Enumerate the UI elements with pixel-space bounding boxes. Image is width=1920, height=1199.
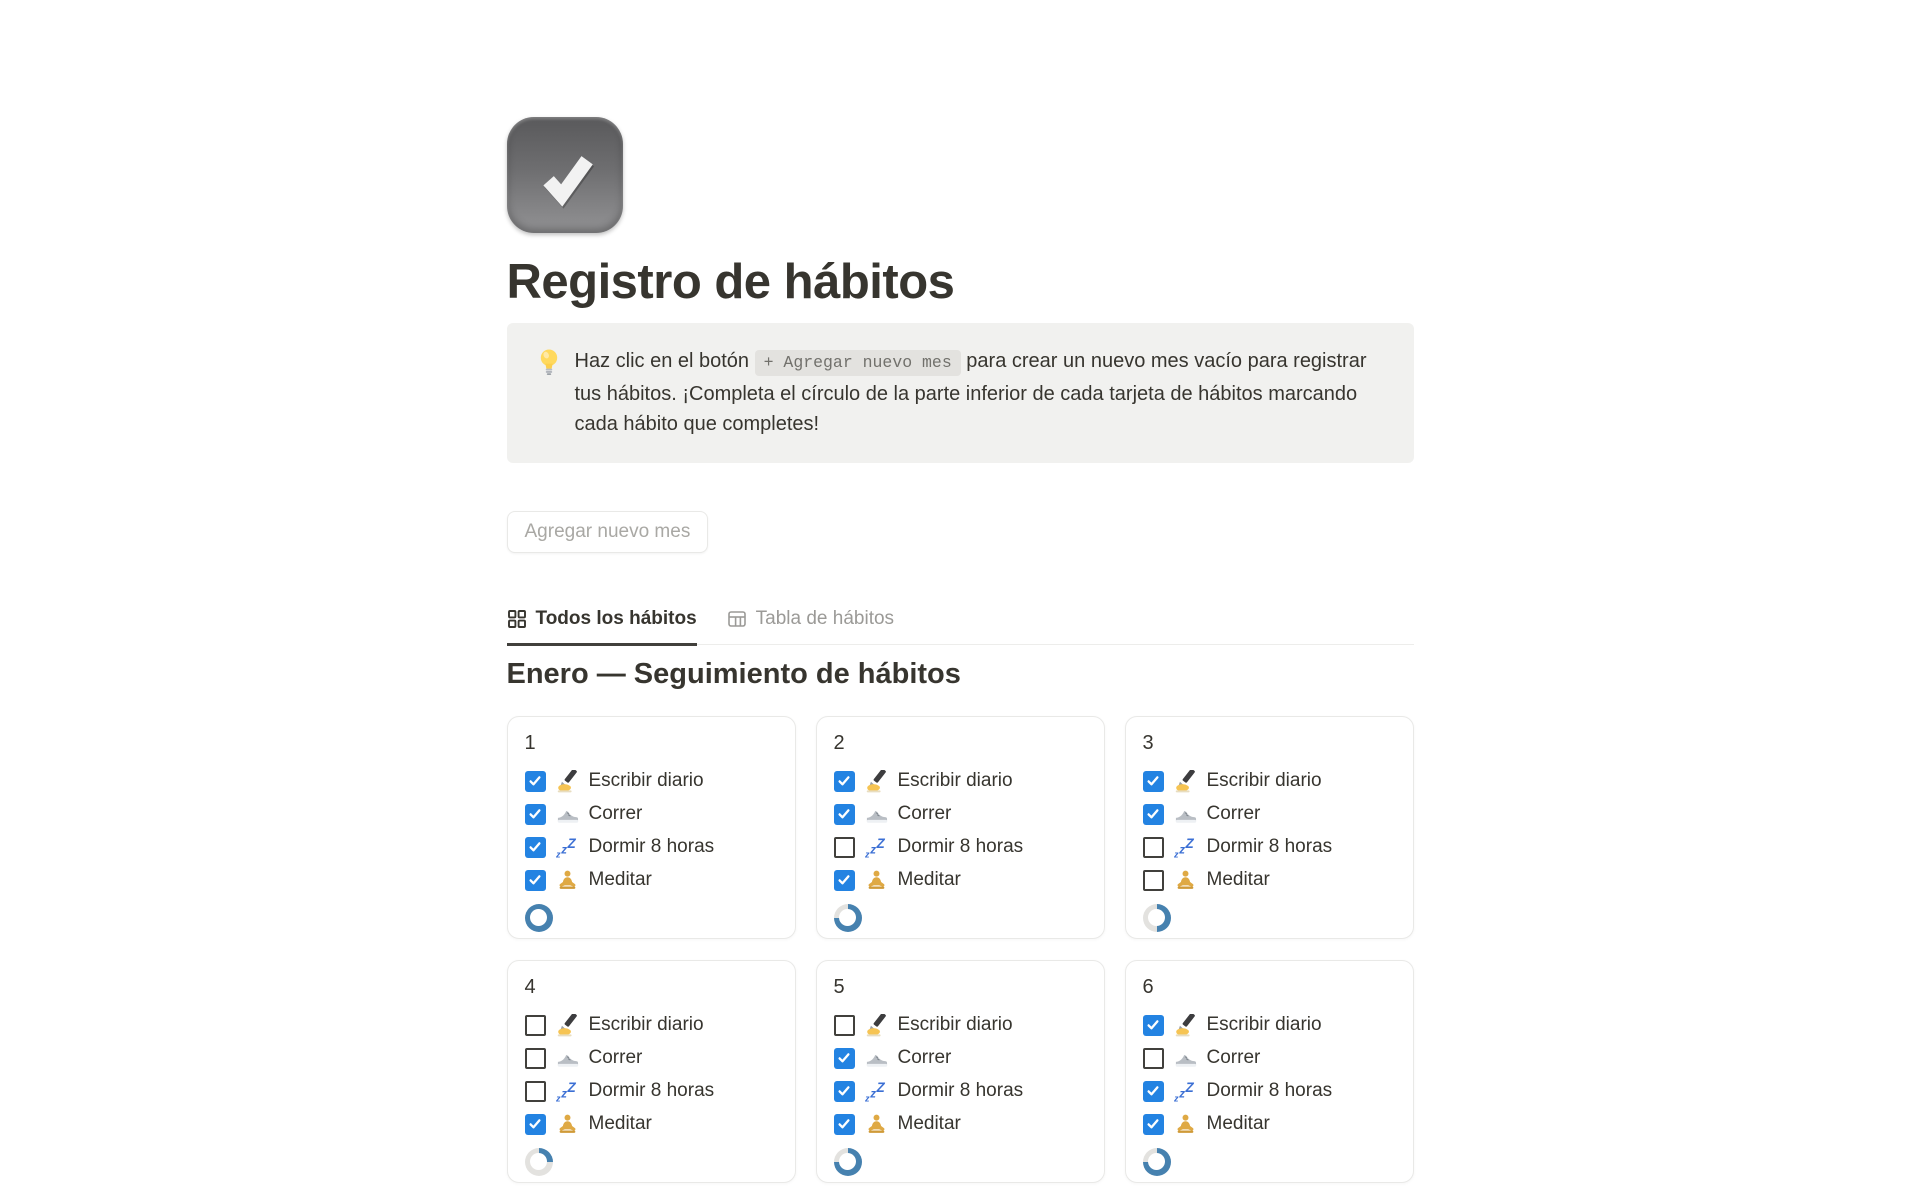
habit-label: Correr xyxy=(897,803,952,824)
checkbox-checked[interactable] xyxy=(834,1048,855,1069)
zzz-icon xyxy=(865,836,888,859)
progress-ring-hole xyxy=(1148,909,1165,926)
habit-label: Escribir diario xyxy=(897,770,1013,791)
svg-text:z: z xyxy=(864,1093,870,1103)
habit-label: Dormir 8 horas xyxy=(897,836,1024,857)
svg-text:z: z xyxy=(1178,1087,1185,1100)
svg-text:z: z xyxy=(869,843,876,856)
habit-card xyxy=(507,716,796,939)
card-day-number: 6 xyxy=(1142,975,1154,998)
progress-ring-hole xyxy=(839,909,856,926)
checkbox-checked[interactable] xyxy=(1143,804,1164,825)
checkbox-unchecked[interactable] xyxy=(525,1048,546,1069)
checkbox-checked[interactable] xyxy=(834,804,855,825)
habit-label: Correr xyxy=(1206,1047,1261,1068)
svg-text:z: z xyxy=(864,849,870,859)
section-heading: Enero — Seguimiento de hábitos xyxy=(506,657,961,690)
habit-card xyxy=(1125,960,1414,1183)
checkbox-checked[interactable] xyxy=(834,771,855,792)
meditation-icon xyxy=(865,1113,888,1136)
habit-label: Correr xyxy=(588,1047,643,1068)
card-day-number: 4 xyxy=(524,975,536,998)
progress-ring xyxy=(525,904,553,932)
progress-ring xyxy=(834,904,862,932)
checkbox-unchecked[interactable] xyxy=(834,837,855,858)
checkbox-checked[interactable] xyxy=(1143,771,1164,792)
running-shoe-icon xyxy=(1174,803,1197,826)
inline-code-chip: + Agregar nuevo mes xyxy=(755,350,961,376)
svg-text:z: z xyxy=(560,843,567,856)
progress-ring xyxy=(1143,1148,1171,1176)
meditation-icon xyxy=(865,869,888,892)
habit-row xyxy=(1143,1075,1396,1108)
zzz-icon xyxy=(865,1080,888,1103)
progress-ring xyxy=(1143,904,1171,932)
light-bulb-icon xyxy=(536,348,562,376)
habit-label: Dormir 8 horas xyxy=(897,1080,1024,1101)
habit-row xyxy=(525,831,778,864)
page-title: Registro de hábitos xyxy=(506,255,955,309)
tab-label: Tabla de hábitos xyxy=(755,608,895,629)
checkbox-checked[interactable] xyxy=(1143,1081,1164,1102)
svg-text:Z: Z xyxy=(567,835,576,851)
zzz-icon xyxy=(1174,836,1197,859)
writing-hand-icon xyxy=(865,770,888,793)
zzz-icon xyxy=(556,836,579,859)
habit-row xyxy=(834,765,1087,798)
checkbox-checked[interactable] xyxy=(525,837,546,858)
checkbox-unchecked[interactable] xyxy=(1143,837,1164,858)
svg-text:z: z xyxy=(1173,849,1179,859)
habit-row xyxy=(834,1108,1087,1141)
checkbox-checked[interactable] xyxy=(1143,1114,1164,1135)
grid-icon xyxy=(507,609,527,629)
meditation-icon xyxy=(1174,869,1197,892)
habit-label: Meditar xyxy=(1206,1113,1270,1134)
progress-ring xyxy=(525,1148,553,1176)
habit-row xyxy=(834,1009,1087,1042)
checkbox-checked[interactable] xyxy=(834,1081,855,1102)
table-icon xyxy=(727,609,747,629)
cards-grid xyxy=(507,716,1414,1183)
habit-card xyxy=(507,960,796,1183)
callout-text-after: para crear un nuevo mes vacío para registrar tus hábitos. ¡Completa el círculo de la parte inferior de cada tarjeta de hábitos marcando cada hábito que completes! xyxy=(574,350,1367,435)
progress-ring-hole xyxy=(530,909,547,926)
habit-label: Meditar xyxy=(897,869,961,890)
svg-text:z: z xyxy=(560,1087,567,1100)
tab-label: Todos los hábitos xyxy=(535,607,697,629)
card-day-number: 5 xyxy=(833,975,845,998)
checkbox-checked[interactable] xyxy=(834,870,855,891)
running-shoe-icon xyxy=(556,1047,579,1070)
checkbox-unchecked[interactable] xyxy=(525,1015,546,1036)
habit-label: Escribir diario xyxy=(588,1014,704,1035)
page-content xyxy=(507,0,1414,1183)
writing-hand-icon xyxy=(556,770,579,793)
writing-hand-icon xyxy=(1174,1014,1197,1037)
checkbox-checked[interactable] xyxy=(525,870,546,891)
svg-text:Z: Z xyxy=(876,835,885,851)
view-tabs xyxy=(507,608,1414,645)
habit-row xyxy=(1143,798,1396,831)
tab-todos-los-habitos[interactable] xyxy=(507,608,697,646)
habit-card xyxy=(816,960,1105,1183)
checkbox-unchecked[interactable] xyxy=(1143,1048,1164,1069)
card-day-number: 1 xyxy=(524,731,536,754)
habit-label: Correr xyxy=(897,1047,952,1068)
habit-row xyxy=(525,765,778,798)
running-shoe-icon xyxy=(556,803,579,826)
habit-row xyxy=(1143,765,1396,798)
habit-label: Meditar xyxy=(1206,869,1270,890)
habit-label: Correr xyxy=(588,803,643,824)
habit-row xyxy=(834,1042,1087,1075)
habit-label: Meditar xyxy=(588,869,652,890)
habit-label: Meditar xyxy=(588,1113,652,1134)
running-shoe-icon xyxy=(1174,1047,1197,1070)
habit-row xyxy=(1143,1108,1396,1141)
callout xyxy=(507,323,1414,463)
checkbox-checked[interactable] xyxy=(1143,1015,1164,1036)
habit-row xyxy=(1143,1042,1396,1075)
progress-ring-hole xyxy=(530,1153,547,1170)
habit-label: Escribir diario xyxy=(588,770,704,791)
habit-row xyxy=(1143,1009,1396,1042)
writing-hand-icon xyxy=(865,1014,888,1037)
card-day-number: 3 xyxy=(1142,731,1154,754)
habit-row xyxy=(525,864,778,897)
habit-card xyxy=(1125,716,1414,939)
check-mark-button-icon[interactable] xyxy=(507,117,623,233)
svg-text:z: z xyxy=(555,1093,561,1103)
habit-row xyxy=(834,1075,1087,1108)
habit-label: Meditar xyxy=(897,1113,961,1134)
habit-row xyxy=(525,1108,778,1141)
white-check-glyph xyxy=(524,134,606,216)
habit-row xyxy=(525,1075,778,1108)
checkbox-checked[interactable] xyxy=(525,1114,546,1135)
habit-label: Escribir diario xyxy=(897,1014,1013,1035)
running-shoe-icon xyxy=(865,803,888,826)
progress-ring-hole xyxy=(839,1153,856,1170)
card-day-number: 2 xyxy=(833,731,845,754)
checkbox-unchecked[interactable] xyxy=(1143,870,1164,891)
checkbox-unchecked[interactable] xyxy=(525,1081,546,1102)
habit-row xyxy=(834,798,1087,831)
writing-hand-icon xyxy=(1174,770,1197,793)
habit-row xyxy=(525,1042,778,1075)
habit-label: Dormir 8 horas xyxy=(1206,836,1333,857)
svg-text:Z: Z xyxy=(567,1079,576,1095)
habit-row xyxy=(525,798,778,831)
svg-text:Z: Z xyxy=(1185,1079,1194,1095)
svg-text:z: z xyxy=(1178,843,1185,856)
callout-text xyxy=(575,346,1384,440)
callout-text-before: Haz clic en el botón xyxy=(574,350,755,372)
add-new-month-button[interactable]: Agregar nuevo mes xyxy=(507,511,709,553)
progress-ring-hole xyxy=(1148,1153,1165,1170)
svg-text:Z: Z xyxy=(876,1079,885,1095)
habit-label: Correr xyxy=(1206,803,1261,824)
progress-ring xyxy=(834,1148,862,1176)
meditation-icon xyxy=(556,869,579,892)
zzz-icon xyxy=(1174,1080,1197,1103)
habit-label: Dormir 8 horas xyxy=(588,1080,715,1101)
checkbox-checked[interactable] xyxy=(525,771,546,792)
habit-row xyxy=(525,1009,778,1042)
checkbox-checked[interactable] xyxy=(525,804,546,825)
habit-label: Escribir diario xyxy=(1206,770,1322,791)
tab-tabla-de-habitos[interactable] xyxy=(727,608,894,644)
habit-label: Escribir diario xyxy=(1206,1014,1322,1035)
running-shoe-icon xyxy=(865,1047,888,1070)
meditation-icon xyxy=(1174,1113,1197,1136)
svg-text:Z: Z xyxy=(1185,835,1194,851)
habit-label: Dormir 8 horas xyxy=(1206,1080,1333,1101)
habit-label: Dormir 8 horas xyxy=(588,836,715,857)
habit-row xyxy=(1143,864,1396,897)
svg-text:z: z xyxy=(1173,1093,1179,1103)
checkbox-unchecked[interactable] xyxy=(834,1015,855,1036)
meditation-icon xyxy=(556,1113,579,1136)
habit-row xyxy=(834,831,1087,864)
zzz-icon xyxy=(556,1080,579,1103)
habit-card xyxy=(816,716,1105,939)
svg-text:z: z xyxy=(869,1087,876,1100)
svg-text:z: z xyxy=(555,849,561,859)
habit-row xyxy=(1143,831,1396,864)
writing-hand-icon xyxy=(556,1014,579,1037)
habit-row xyxy=(834,864,1087,897)
checkbox-checked[interactable] xyxy=(834,1114,855,1135)
